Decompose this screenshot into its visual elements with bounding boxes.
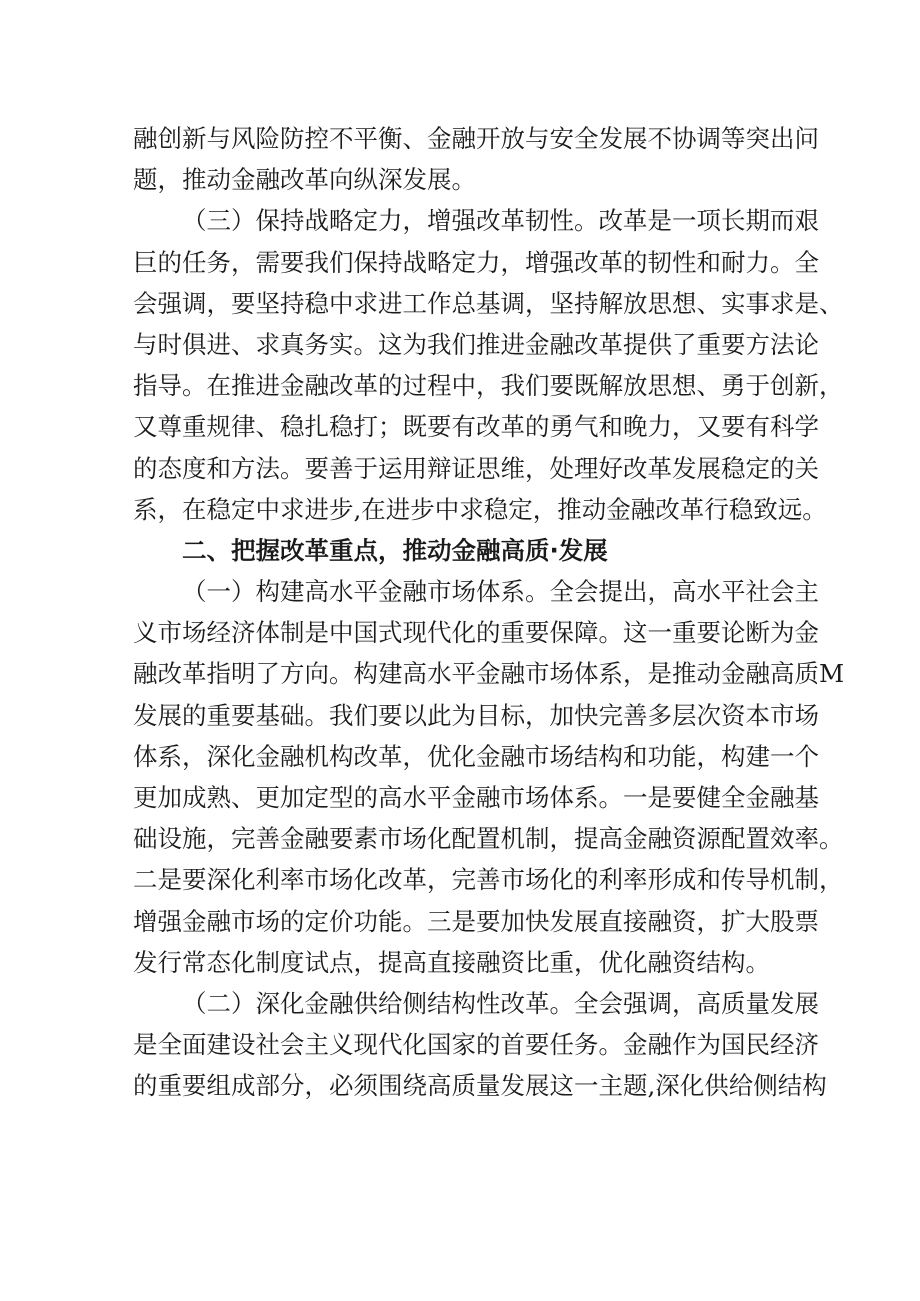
text-line: 义市场经济体制是中国式现代化的重要保障。这一重要论断为金 bbox=[133, 618, 819, 648]
text-line: 础设施，完善金融要素市场化配置机制，提高金融资源配置效率。 bbox=[133, 824, 844, 854]
body-text bbox=[133, 118, 845, 1107]
text-line: 发展的重要基础。我们要以此为目标，加快完善多层次资本市场 bbox=[133, 700, 819, 730]
text-line: 与时俱进、求真务实。这为我们推进金融改革提供了重要方法论 bbox=[133, 329, 819, 359]
text-line: 又尊重规律、稳扎稳打；既要有改革的勇气和晚力，又要有科学 bbox=[133, 412, 819, 442]
text-line: 二是要深化利率市场化改革，完善市场化的利率形成和传导机制， bbox=[133, 865, 844, 895]
text-line: （一）构建高水平金融市场体系。全会提出，高水平社会主 bbox=[182, 577, 819, 607]
text-line: 巨的任务，需要我们保持战略定力，增强改革的韧性和耐力。全 bbox=[133, 247, 819, 277]
text-line: 增强金融市场的定价功能。三是要加快发展直接融资，扩大股票 bbox=[133, 906, 819, 936]
text-line: 融创新与风险防控不平衡、金融开放与安全发展不协调等突出问 bbox=[133, 124, 819, 153]
text-line: 会强调，要坚持稳中求进工作总基调，坚持解放思想、实事求是、 bbox=[133, 288, 844, 318]
text-line: 融改革指明了方向。构建高水平金融市场体系，是推动金融高质M bbox=[133, 659, 845, 689]
text-line: （二）深化金融供给侧结构性改革。全会强调，高质量发展 bbox=[182, 988, 819, 1018]
text-line: 的重要组成部分，必须围绕高质量发展这一主题,深化供给侧结构 bbox=[133, 1071, 827, 1101]
text-line: 体系，深化金融机构改革，优化金融市场结构和功能，构建一个 bbox=[133, 741, 819, 771]
text-line: 题，推动金融改革向纵深发展。 bbox=[133, 165, 476, 195]
text-line: 的态度和方法。要善于运用辩证思维，处理好改革发展稳定的关 bbox=[133, 453, 819, 483]
text-line: （三）保持战略定力，增强改革韧性。改革是一项长期而艰 bbox=[182, 206, 819, 236]
text-line: 是全面建设社会主义现代化国家的首要任务。金融作为国民经济 bbox=[133, 1030, 819, 1060]
text-line: 系，在稳定中求进步,在进步中求稳定，推动金融改革行稳致远。 bbox=[133, 494, 827, 524]
text-line: 指导。在推进金融改革的过程中，我们要既解放思想、勇于创新， bbox=[133, 371, 844, 401]
text-line: 更加成熟、更加定型的高水平金融市场体系。一是要健全金融基 bbox=[133, 783, 819, 812]
text-line: 发行常态化制度试点，提高直接融资比重，优化融资结构。 bbox=[133, 947, 770, 977]
section-heading: 二、把握改革重点，推动金融高质·发展 bbox=[182, 535, 608, 565]
